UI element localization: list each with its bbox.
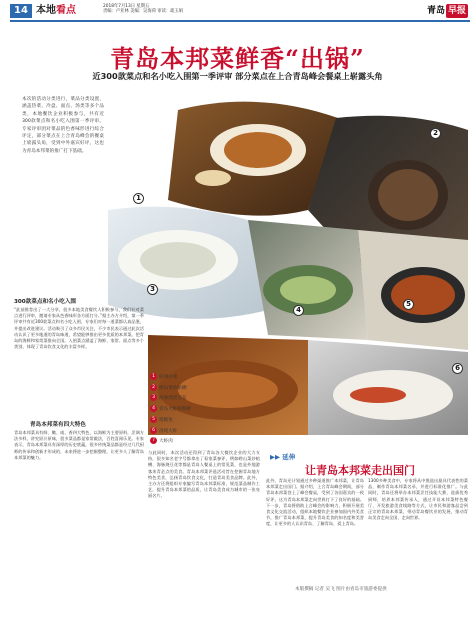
credit-line: 本版撰稿 记者 吴飞 图片由青岛市旅游委提供 bbox=[295, 587, 387, 592]
photo-number: 4 bbox=[293, 305, 304, 316]
subheadline: 近300款菜点和名小吃入围第一季评审 部分菜点在上合青岛峰会餐桌上崭露头角 bbox=[92, 71, 383, 81]
headline: 青岛本邦菜鲜香“出锅” bbox=[110, 44, 365, 73]
header-rule bbox=[10, 20, 470, 22]
legend-item: 4 青岛大虾鲜海鲜 bbox=[150, 405, 191, 416]
legend-item: 7 大虾肉 bbox=[150, 437, 191, 448]
section-title: 本地看点 bbox=[36, 5, 76, 16]
col2-text: 与此同时，本次活动还得到了青岛各大餐饮企业的大力支持，很多知名老字号都拿出了看家菜参评，例如崂山菜炒蛤蜊、海肠烧豆花等都是青岛人餐桌上的常见菜，也是外地游客来青必点的美食。青岛本邦菜评选活动旨在挖掘青岛地方特色美食，弘扬青岛饮食文化，打造青岛美食品牌。此外，主办方还将组织专家编写青岛本邦菜标准，规范菜品制作工艺，提升青岛本邦菜的品质，让青岛美食成为城市的一张亮丽名片。 bbox=[148, 450, 260, 499]
photo-number: 1 bbox=[133, 193, 144, 204]
col4-text: 1300多种美食中，专家将从中挑选出最具代表性的菜品，制作青岛本邦菜名录，并进行标准化推广。与此同时，青岛还将举办本邦菜烹饪技能大赛，选拔优秀厨师，培养本邦菜传承人，通过开设本邦菜特色餐厅、开发旅游美食线路等方式，让市民和游客品尝到正宗的青岛本邦菜，带动青岛餐饮业的发展，推动青岛美食走向全国、走向世界。 bbox=[368, 478, 468, 521]
legend-item: 6 清炖大虾 bbox=[150, 427, 191, 438]
paper-logo: 青岛 早报 bbox=[426, 6, 466, 16]
photo-number: 2 bbox=[430, 128, 441, 139]
col3-text: 此外，青岛还计划通过多种渠道推广本邦菜，让青岛本邦菜走出国门。据介绍，上合青岛峰会期间，部分青岛本邦菜登上了峰会餐桌，受到了各国嘉宾的一致好评，这为青岛本邦菜走向世界打下了良好的基础。下一步，青岛将借助上合峰会的影响力，积极开展美食文化交流活动，组织本地餐饮企业参加国内外美食节，推广青岛本邦菜，提升青岛美食的知名度和美誉度，让更多的人认识青岛、了解青岛、爱上青岛。 bbox=[266, 478, 364, 527]
intro-text: 本次的活动分类进行，菜品分类设置，涵盖热菜、冷盘、面点、汤类等多个品类，本地餐饮企业积极参与，共有近300款菜点和名小吃入围第一季评审。专家评审团对菜品的色香味形进行综合评定，部分菜点在上合青岛峰会的餐桌上崭露头角，受到中外嘉宾好评，这也为青岛本邦菜的推广打下基础。 bbox=[22, 97, 104, 154]
col1-text: “此前推荐出了一大分享，很多本地美食餐饮人积极参与，我们针对菜点进行评审，邀请专家从色香味形各方面打分。”据主办方介绍，第一季评审共有近300款菜点和名小吃入围，专家们对每一道菜都认真品鉴，并提出改进建议。活动吸引了众多市民关注，不少市民表示通过此次活动认识了更多地道的青岛味道，希望能够推出更多优质的本邦菜，把青岛的海鲜和家常菜推向全国。入围菜点涵盖了海鲜、家常、面点等多个类别，体现了青岛饮食文化的丰富多样。 bbox=[14, 307, 144, 350]
legend-item: 3 海肠烧烧豆花 bbox=[150, 394, 191, 405]
extend-label: ▶▶ 延伸 bbox=[270, 453, 296, 461]
photo-number: 3 bbox=[147, 284, 158, 295]
col1b-text: 青岛本邦菜具有鲜、嫩、咸、香四大特色，以海鲜为主要原料，烹调方法多样，讲究原汁原味，很多菜品都是家常做法，百姓喜闻乐见。专家表示，青岛本邦菜具有深厚的历史底蕴，很多传统菜品都是经过几代厨师的传承和创新才形成的，未来将进一步挖掘整理，让更多人了解青岛本邦菜的魅力。 bbox=[14, 430, 144, 460]
photo-number: 6 bbox=[452, 363, 463, 374]
extend-title: 让青岛本邦菜走出国门 bbox=[305, 464, 415, 477]
legend-item: 2 崂山菜炒蛤蜊 bbox=[150, 384, 191, 395]
subhead-features: 青岛本邦菜有四大特色 bbox=[30, 422, 86, 428]
dateline: 2018年7月13日 星期五 责编：卢亚林 美编：吴海荷 审读：疏玉娟 bbox=[103, 4, 184, 15]
page-number: 14 bbox=[10, 4, 32, 18]
masthead bbox=[10, 4, 470, 18]
legend-item: 1 胶州白菜 bbox=[150, 373, 191, 384]
subhead-300: 300款菜点和名小吃入围 bbox=[14, 299, 77, 305]
intro-block bbox=[22, 96, 104, 296]
photo-legend bbox=[150, 373, 191, 448]
legend-item: 5 烧鲅鱼 bbox=[150, 416, 191, 427]
photo-number: 5 bbox=[403, 299, 414, 310]
